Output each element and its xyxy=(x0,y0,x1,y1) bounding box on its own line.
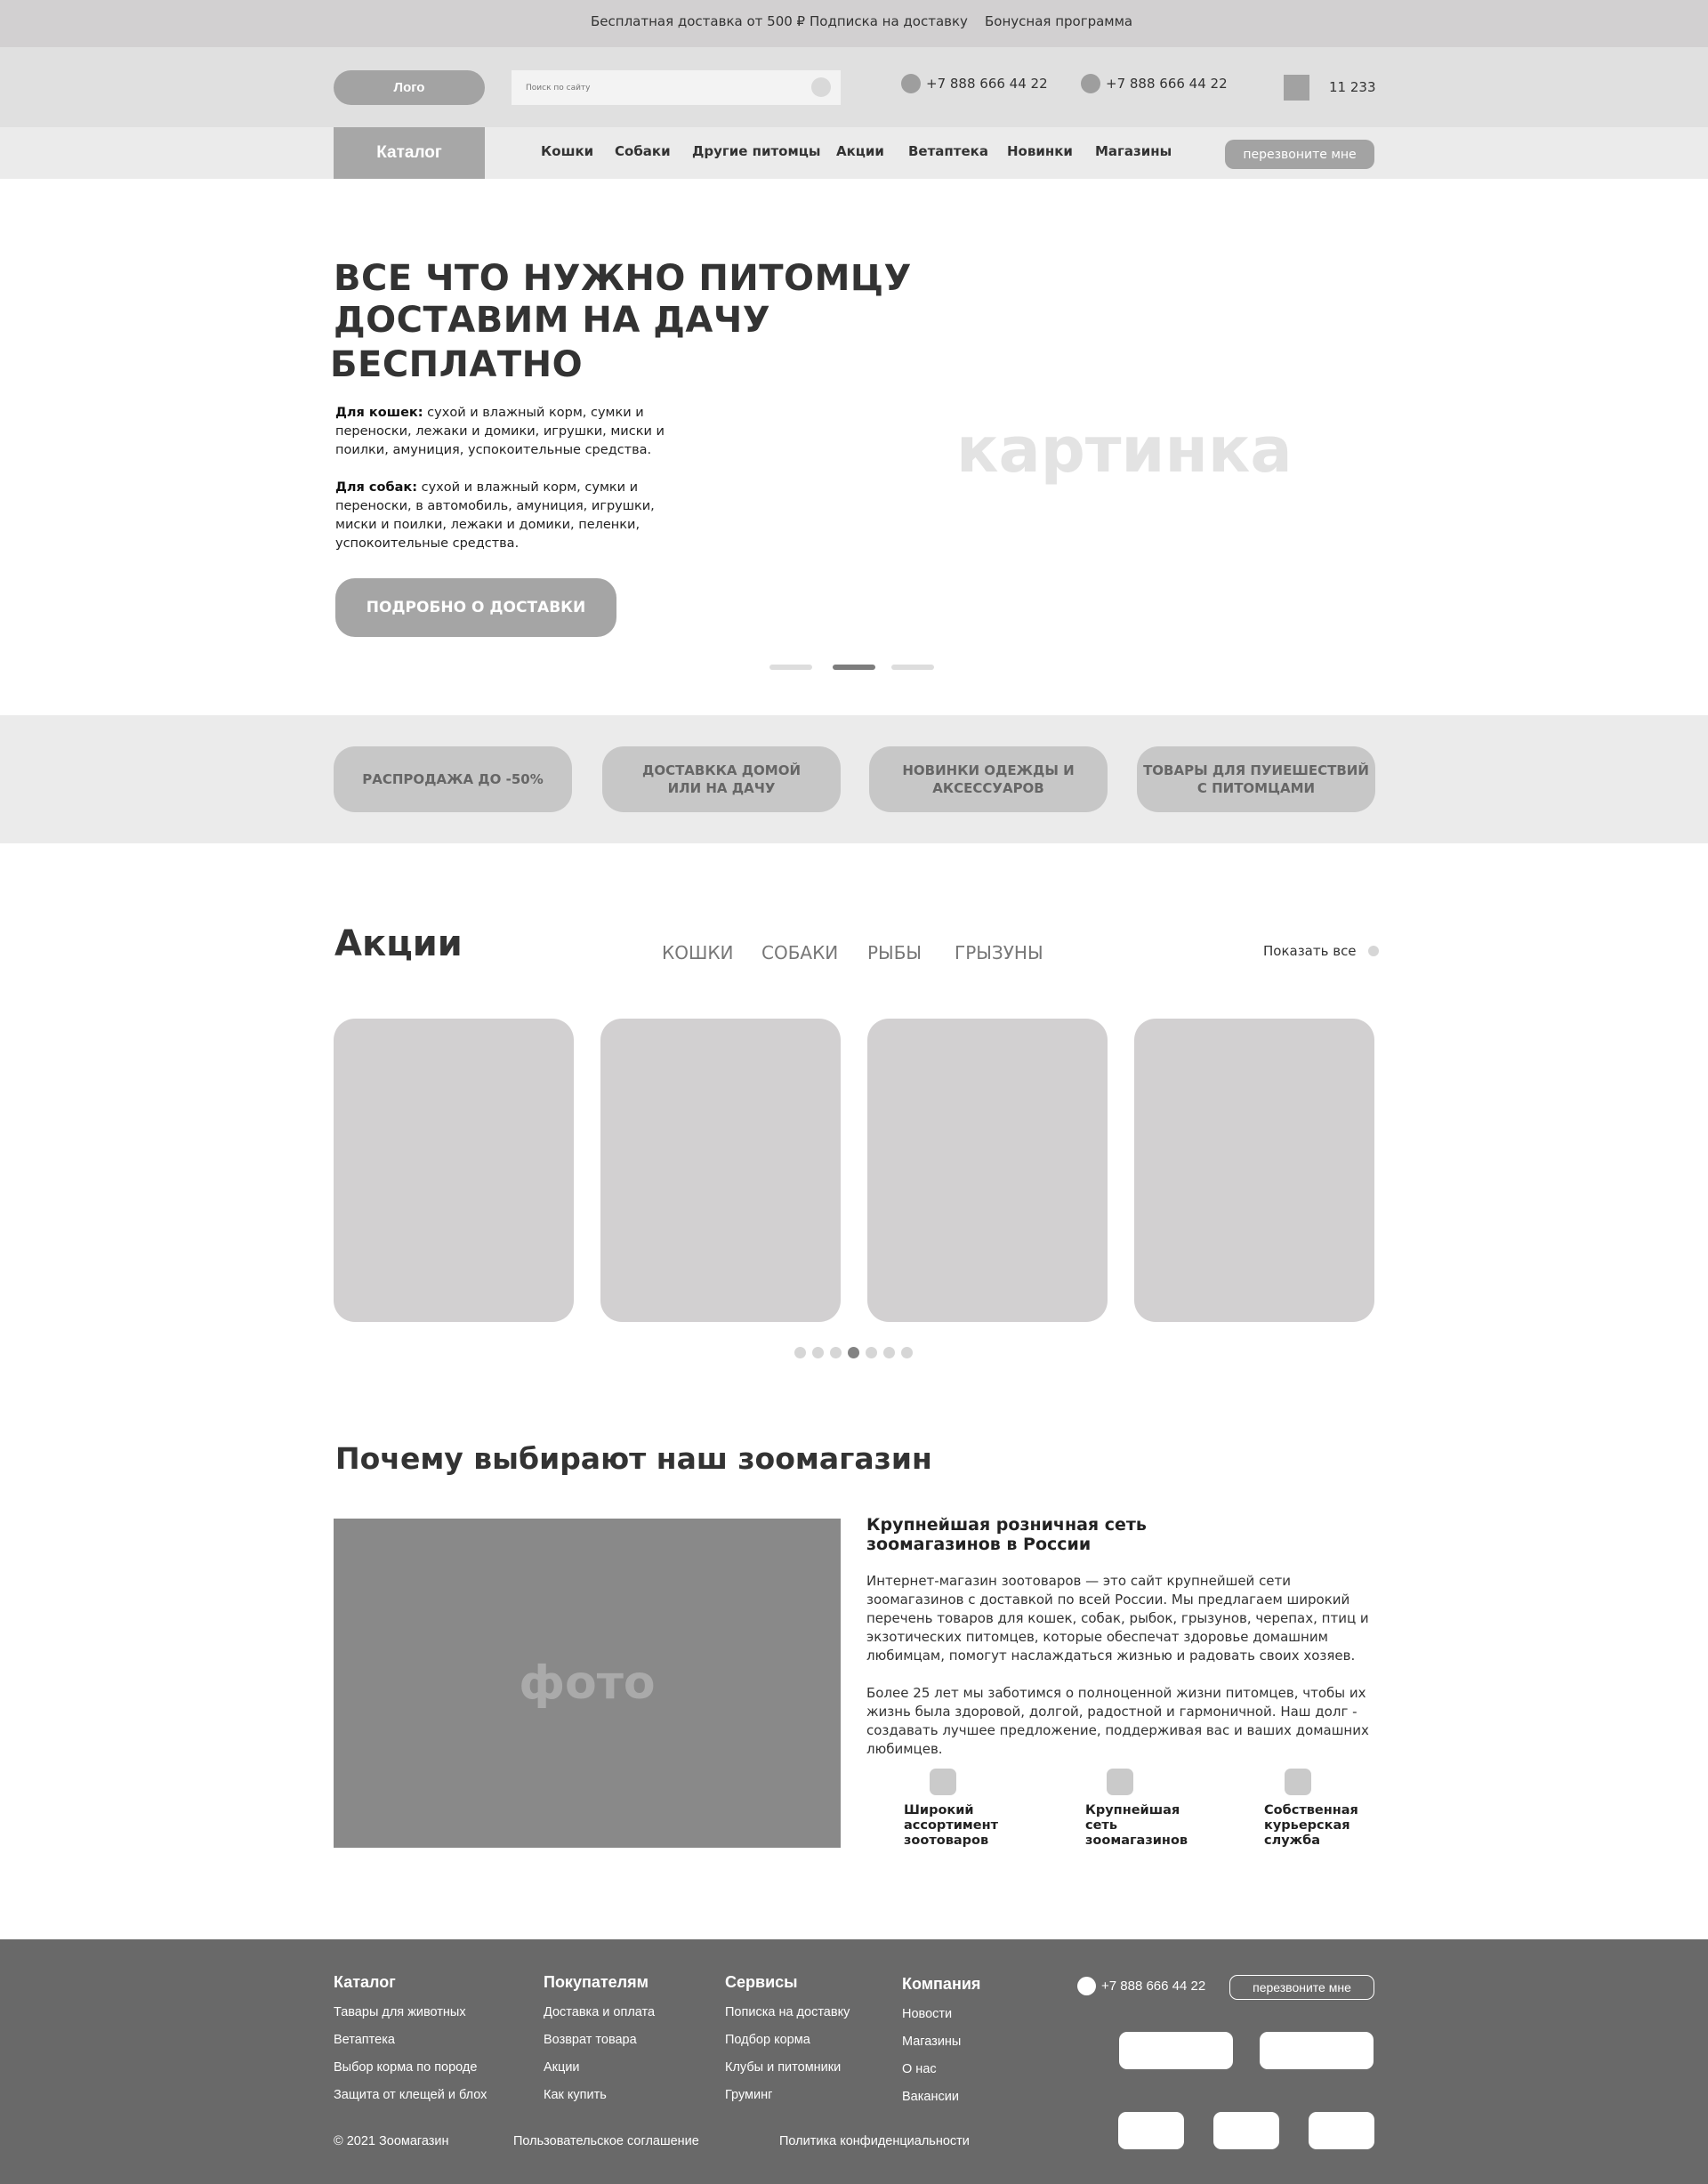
carousel-dot[interactable] xyxy=(901,1347,913,1358)
feature-line: ассортимент xyxy=(904,1818,998,1833)
footer-link[interactable]: Груминг xyxy=(725,2088,773,2102)
nav-new[interactable]: Новинки xyxy=(1007,143,1073,159)
top-bar xyxy=(0,0,1708,47)
delivery-subscription-link[interactable]: Подписка на доставку xyxy=(810,13,968,29)
footer-company-title: Компания xyxy=(902,1975,981,1993)
why-us-paragraph-2: Более 25 лет мы заботимся о полноценной жизни питомцев, чтобы их жизнь была здоровой, долгой, радостной и гармоничной. Наш долг - создавать лучшее предложение, поддерживая вас и ваших домашних любимцев. xyxy=(866,1685,1369,1757)
feature-assortment xyxy=(904,1803,998,1849)
footer-link[interactable]: Пописка на доставку xyxy=(725,2005,850,2019)
hero-cats-label: Для кошек: xyxy=(335,406,423,420)
delivery-details-button[interactable]: ПОДРОБНО О ДОСТАВКИ xyxy=(335,578,616,637)
hero-title-line-2: ДОСТАВИМ НА ДАЧУ xyxy=(334,300,771,341)
footer-link[interactable]: Тавары для животных xyxy=(334,2005,466,2019)
footer-catalog-title: Каталог xyxy=(334,1973,396,1991)
catalog-button[interactable]: Каталог xyxy=(334,127,485,179)
bonus-program-link[interactable]: Бонусная программа xyxy=(985,13,1133,29)
feature-line: Широкий xyxy=(904,1803,974,1817)
footer-link[interactable]: Защита от клещей и блох xyxy=(334,2088,487,2102)
promo-label-line: НОВИНКИ ОДЕЖДЫ И xyxy=(902,762,1075,778)
product-card[interactable] xyxy=(867,1019,1108,1322)
hero-cats-desc: сухой и влажный корм, сумки и переноски, лежаки и домики, игрушки, миски и поилки, амуниция, успокоительные средства. xyxy=(335,406,665,457)
hero-cats-text xyxy=(335,404,673,460)
footer-link[interactable]: О нас xyxy=(902,2062,937,2076)
footer-link[interactable]: Подбор корма xyxy=(725,2033,810,2047)
promo-new-clothes-button[interactable] xyxy=(869,746,1108,812)
footer-phone[interactable] xyxy=(1077,1977,1205,1995)
photo-label: фото xyxy=(519,1656,656,1710)
main-nav xyxy=(0,127,1708,179)
feature-courier xyxy=(1264,1803,1358,1849)
phone-number: +7 888 666 44 22 xyxy=(926,76,1048,92)
header xyxy=(0,47,1708,127)
phone-2[interactable] xyxy=(1081,74,1228,93)
carousel-dot[interactable] xyxy=(883,1347,895,1358)
footer-link[interactable]: Акции xyxy=(544,2060,580,2075)
nav-dogs[interactable]: Собаки xyxy=(615,143,671,159)
search-icon[interactable] xyxy=(811,77,831,97)
promo-label-line: ИЛИ НА ДАЧУ xyxy=(667,780,776,796)
nav-vet-pharmacy[interactable]: Ветаптека xyxy=(908,143,988,159)
phone-1[interactable] xyxy=(901,74,1048,93)
assortment-icon xyxy=(930,1769,956,1795)
product-card[interactable] xyxy=(1134,1019,1374,1322)
feature-line: курьерская xyxy=(1264,1818,1350,1833)
why-us-photo-placeholder xyxy=(334,1519,841,1848)
network-icon xyxy=(1107,1769,1133,1795)
hero-image-placeholder: картинка xyxy=(956,414,1293,487)
app-store-badge[interactable] xyxy=(1119,2032,1233,2069)
promo-label xyxy=(1143,762,1369,797)
footer xyxy=(0,1939,1708,2184)
promo-travel-button[interactable] xyxy=(1137,746,1375,812)
promo-label: РАСПРОДАЖА ДО -50% xyxy=(362,771,544,787)
phone-number: +7 888 666 44 22 xyxy=(1106,76,1228,92)
slider-dot[interactable] xyxy=(891,665,934,670)
slider-dot-active[interactable] xyxy=(833,665,875,670)
feature-network xyxy=(1085,1803,1188,1849)
nav-other-pets[interactable]: Другие питомцы xyxy=(692,143,821,159)
footer-link[interactable]: Ветаптека xyxy=(334,2033,395,2047)
tab-fish[interactable]: РЫБЫ xyxy=(867,942,922,963)
tab-cats[interactable]: КОШКИ xyxy=(662,942,734,963)
privacy-policy-link[interactable]: Политика конфиденциальности xyxy=(779,2134,970,2148)
feature-line: Крупнейшая xyxy=(1085,1803,1180,1817)
promo-label-line: ДОСТАВККА ДОМОЙ xyxy=(641,762,802,778)
user-agreement-link[interactable]: Пользовательское соглашение xyxy=(513,2134,699,2148)
promo-delivery-button[interactable] xyxy=(602,746,841,812)
promo-label-line: ТОВАРЫ ДЛЯ ПУИЕШЕСТВИЙ xyxy=(1143,762,1369,778)
feature-line: зоомагазинов xyxy=(1085,1833,1188,1848)
footer-link[interactable]: Возврат товара xyxy=(544,2033,637,2047)
footer-link[interactable]: Как купить xyxy=(544,2088,607,2102)
product-card[interactable] xyxy=(334,1019,574,1322)
hero-dogs-desc: сухой и влажный корм, сумки и переноски, в автомобиль, амуниция, игрушки, миски и поилки, лежаки и домики, пеленки, успокоительные средства. xyxy=(335,480,655,551)
footer-callback-button[interactable]: перезвоните мне xyxy=(1229,1975,1374,2000)
tab-rodents[interactable]: ГРЫЗУНЫ xyxy=(955,942,1043,963)
why-us-title: Почему выбирают наш зоомагазин xyxy=(335,1441,932,1476)
footer-customers-title: Покупателям xyxy=(544,1973,649,1991)
promo-label xyxy=(902,762,1074,797)
footer-link[interactable]: Клубы и питомники xyxy=(725,2060,842,2075)
phone-icon xyxy=(1077,1977,1096,1995)
footer-link[interactable]: Вакансии xyxy=(902,2090,959,2104)
carousel-dot-active[interactable] xyxy=(848,1347,859,1358)
footer-phone-number: +7 888 666 44 22 xyxy=(1101,1978,1206,1994)
why-us-paragraph-1: Интернет-магазин зоотоваров — это сайт крупнейшей сети зоомагазинов с доставкой по всей России. Мы предлагаем широкий перечень товаров для кошек, собак, рыбок, грызунов, черепах, птиц и экзотических питомцев, которые обеспечат здоровье домашним любимцам, помогут наслаждаться жизнью и радовать своих хозяев. xyxy=(866,1573,1369,1664)
cart-icon[interactable] xyxy=(1284,75,1309,101)
social-icon[interactable] xyxy=(1213,2112,1279,2149)
social-icon[interactable] xyxy=(1118,2112,1184,2149)
footer-link[interactable]: Доставка и оплата xyxy=(544,2005,656,2019)
promo-sale-button[interactable] xyxy=(334,746,572,812)
promo-strip xyxy=(0,715,1708,843)
product-card[interactable] xyxy=(600,1019,841,1322)
footer-link[interactable]: Магазины xyxy=(902,2035,962,2049)
slider-dot[interactable] xyxy=(769,665,812,670)
hero-title-line-1: ВСЕ ЧТО НУЖНО ПИТОМЦУ xyxy=(334,258,912,299)
search-input[interactable] xyxy=(512,70,841,105)
feature-line: Собственная xyxy=(1264,1803,1358,1817)
sales-title: Акции xyxy=(334,923,463,964)
logo[interactable]: Лого xyxy=(334,70,485,105)
feature-line: служба xyxy=(1264,1833,1321,1848)
nav-stores[interactable]: Магазины xyxy=(1095,143,1172,159)
hero-title-line-3: БЕСПЛАТНО xyxy=(330,344,584,385)
footer-services-title: Сервисы xyxy=(725,1973,798,1991)
feature-line: зоотоваров xyxy=(904,1833,989,1848)
phone-icon xyxy=(1081,74,1100,93)
promo-label-line: АКСЕССУАРОВ xyxy=(932,780,1044,796)
nav-cats[interactable]: Кошки xyxy=(541,143,594,159)
show-all-link[interactable] xyxy=(1263,943,1379,959)
copyright: © 2021 Зоомагазин xyxy=(334,2134,449,2148)
free-delivery-link[interactable]: Бесплатная доставка от 500 ₽ xyxy=(591,13,806,29)
footer-link[interactable]: Новости xyxy=(902,2007,953,2021)
promo-label-line: С ПИТОМЦАМИ xyxy=(1196,780,1316,796)
carousel-dot[interactable] xyxy=(830,1347,842,1358)
carousel-dot[interactable] xyxy=(794,1347,806,1358)
cart-count: 11 233 xyxy=(1329,79,1376,95)
tab-dogs[interactable]: СОБАКИ xyxy=(761,942,839,963)
google-play-badge[interactable] xyxy=(1260,2032,1374,2069)
footer-link[interactable]: Выбор корма по породе xyxy=(334,2060,478,2075)
social-icon[interactable] xyxy=(1309,2112,1374,2149)
carousel-dot[interactable] xyxy=(866,1347,877,1358)
phone-icon xyxy=(901,74,921,93)
feature-line: сеть xyxy=(1085,1818,1118,1833)
subtitle-line: зоомагазинов в России xyxy=(866,1535,1092,1554)
promo-label xyxy=(642,762,801,797)
arrow-icon xyxy=(1368,946,1379,956)
carousel-dot[interactable] xyxy=(812,1347,824,1358)
hero-dogs-label: Для собак: xyxy=(335,480,417,495)
hero-dogs-text xyxy=(335,479,665,553)
subtitle-line: Крупнейшая розничная сеть xyxy=(866,1515,1147,1535)
nav-sales[interactable]: Акции xyxy=(836,143,884,159)
courier-icon xyxy=(1285,1769,1311,1795)
why-us-subtitle xyxy=(866,1515,1187,1554)
callback-button[interactable]: перезвоните мне xyxy=(1225,140,1374,169)
show-all-label: Показать все xyxy=(1263,943,1357,959)
